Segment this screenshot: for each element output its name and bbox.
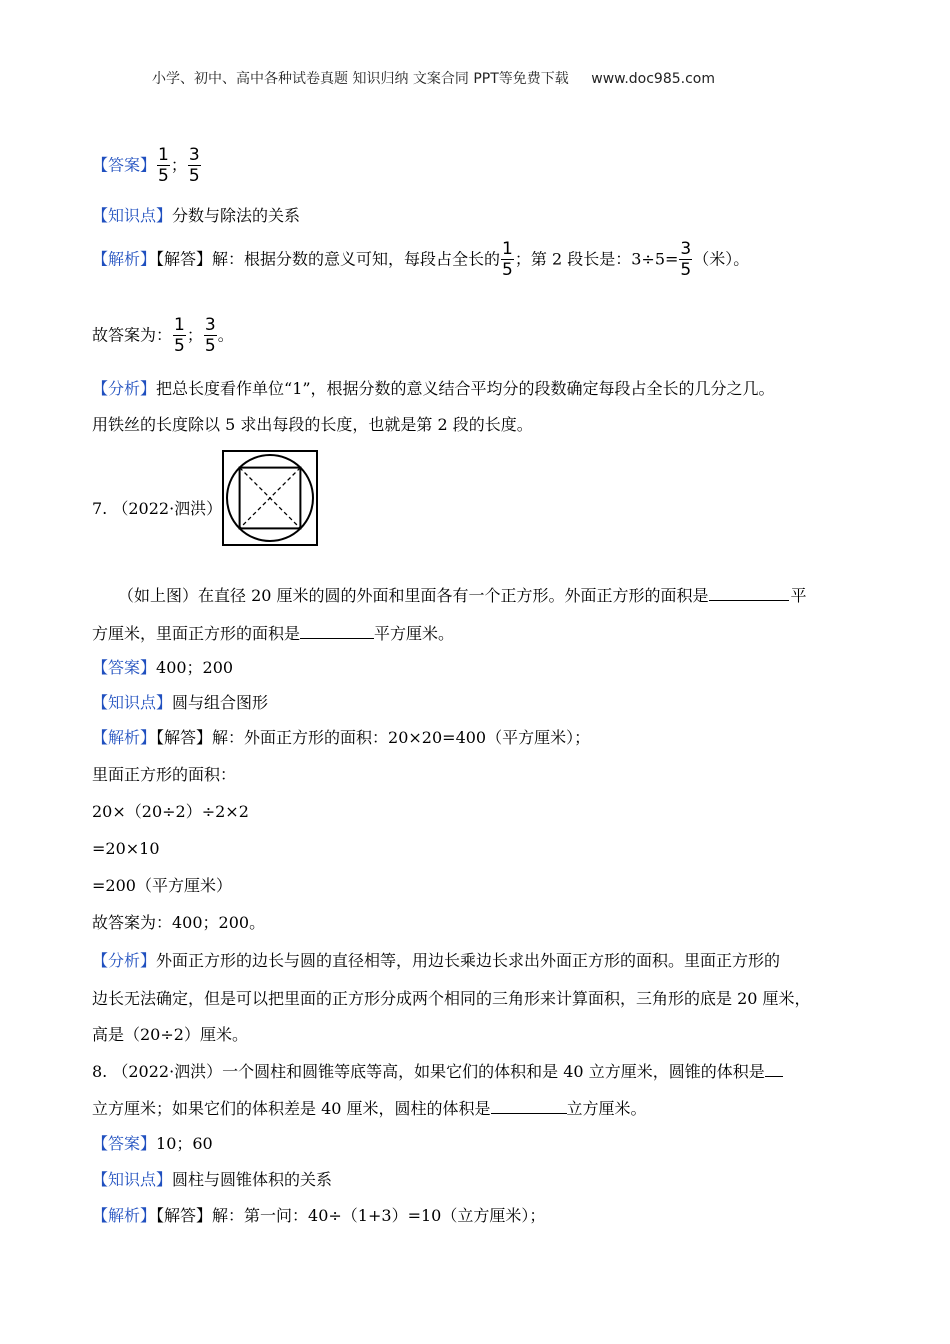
answer-blank[interactable] <box>765 1060 783 1077</box>
q7-solution-5: =200（平方厘米） <box>92 876 232 895</box>
q7-final: 故答案为：400；200。 <box>92 913 266 932</box>
q6-solution: 【解析】【解答】解：根据分数的意义可知，每段占全长的 $\frac{1}{5}$ ；第 2 段长是：3÷5= $\frac{3}{5}$ （米）。 <box>92 239 750 280</box>
solution-tag: 【解答】 <box>156 1206 213 1225</box>
q6-final: 故答案为： $\frac{1}{5}$ ； $\frac{3}{5}$ 。 <box>92 315 234 356</box>
answer-tag: 【答案】 <box>92 1134 157 1153</box>
fraction: $\frac{1}{5}$ <box>158 145 169 186</box>
q6-knowledge: 【知识点】分数与除法的关系 <box>92 206 301 225</box>
q7-stem-2: 方厘米，里面正方形的面积是 平方厘米。 <box>92 624 455 643</box>
q7-stem-1: （如上图）在直径 20 厘米的圆的外面和里面各有一个正方形。外面正方形的面积是 平 <box>118 586 807 605</box>
q8-answer: 【答案】10；60 <box>92 1134 213 1153</box>
q7-knowledge: 【知识点】圆与组合图形 <box>92 693 269 712</box>
q7-reasoning-2: 边长无法确定，但是可以把里面的正方形分成两个相同的三角形来计算面积，三角形的底是 20 厘米， <box>92 989 811 1008</box>
knowledge-tag: 【知识点】 <box>92 1170 173 1189</box>
q6-reasoning-1: 【分析】把总长度看作单位“1”，根据分数的意义结合平均分的段数确定每段占全长的几分之几。 <box>92 379 775 398</box>
q7-answer: 【答案】400；200 <box>92 658 234 677</box>
q8-solution-1: 【解析】【解答】解：第一问：40÷（1+3）=10（立方厘米）； <box>92 1206 546 1225</box>
reasoning-tag: 【分析】 <box>92 951 157 970</box>
fraction: $\frac{3}{5}$ <box>680 239 692 280</box>
q6-reasoning-2: 用铁丝的长度除以 5 求出每段的长度，也就是第 2 段的长度。 <box>92 415 533 434</box>
header-url[interactable]: www.doc985.com <box>591 71 715 87</box>
analysis-tag: 【解析】 <box>92 1206 157 1225</box>
answer-blank[interactable] <box>709 584 789 601</box>
knowledge-tag: 【知识点】 <box>92 693 173 712</box>
q8-knowledge: 【知识点】圆柱与圆锥体积的关系 <box>92 1170 333 1189</box>
q7-label: 7. （2022·泗洪） <box>92 499 223 518</box>
q7-reasoning-3: 高是（20÷2）厘米。 <box>92 1025 248 1044</box>
fraction: $\frac{1}{5}$ <box>174 315 185 356</box>
q7-reasoning-1: 【分析】外面正方形的边长与圆的直径相等，用边长乘边长求出外面正方形的面积。里面正方形的 <box>92 951 781 970</box>
solution-tag: 【解答】 <box>156 728 213 747</box>
header-text: 小学、初中、高中各种试卷真题 知识归纳 文案合同 PPT等免费下载 <box>152 71 569 87</box>
solution-tag: 【解答】 <box>156 249 213 269</box>
q7-solution-4: =20×10 <box>92 839 160 858</box>
fraction: $\frac{1}{5}$ <box>502 239 513 280</box>
answer-blank[interactable] <box>491 1097 567 1114</box>
analysis-tag: 【解析】 <box>92 249 157 269</box>
q8-stem-1: 8. （2022·泗洪）一个圆柱和圆锥等底等高，如果它们的体积和是 40 立方厘米，圆锥的体积是 <box>92 1060 783 1083</box>
fraction: $\frac{3}{5}$ <box>188 145 200 186</box>
q7-solution-2: 里面正方形的面积： <box>92 765 237 784</box>
q8-stem-2: 立方厘米；如果它们的体积差是 40 厘米，圆柱的体积是 立方厘米。 <box>92 1099 647 1118</box>
answer-tag: 【答案】 <box>92 155 157 175</box>
knowledge-tag: 【知识点】 <box>92 206 173 225</box>
q7-solution-3: 20×（20÷2）÷2×2 <box>92 802 249 821</box>
answer-tag: 【答案】 <box>92 658 157 677</box>
reasoning-tag: 【分析】 <box>92 379 157 398</box>
q7-solution-1: 【解析】【解答】解：外面正方形的面积：20×20=400（平方厘米）； <box>92 728 591 747</box>
page-header <box>152 68 715 90</box>
circle-square-figure <box>222 450 318 546</box>
analysis-tag: 【解析】 <box>92 728 157 747</box>
q6-answer: 【答案】 $\frac{1}{5}$ ； $\frac{3}{5}$ <box>92 145 200 186</box>
fraction: $\frac{3}{5}$ <box>204 315 216 356</box>
answer-blank[interactable] <box>300 622 374 639</box>
